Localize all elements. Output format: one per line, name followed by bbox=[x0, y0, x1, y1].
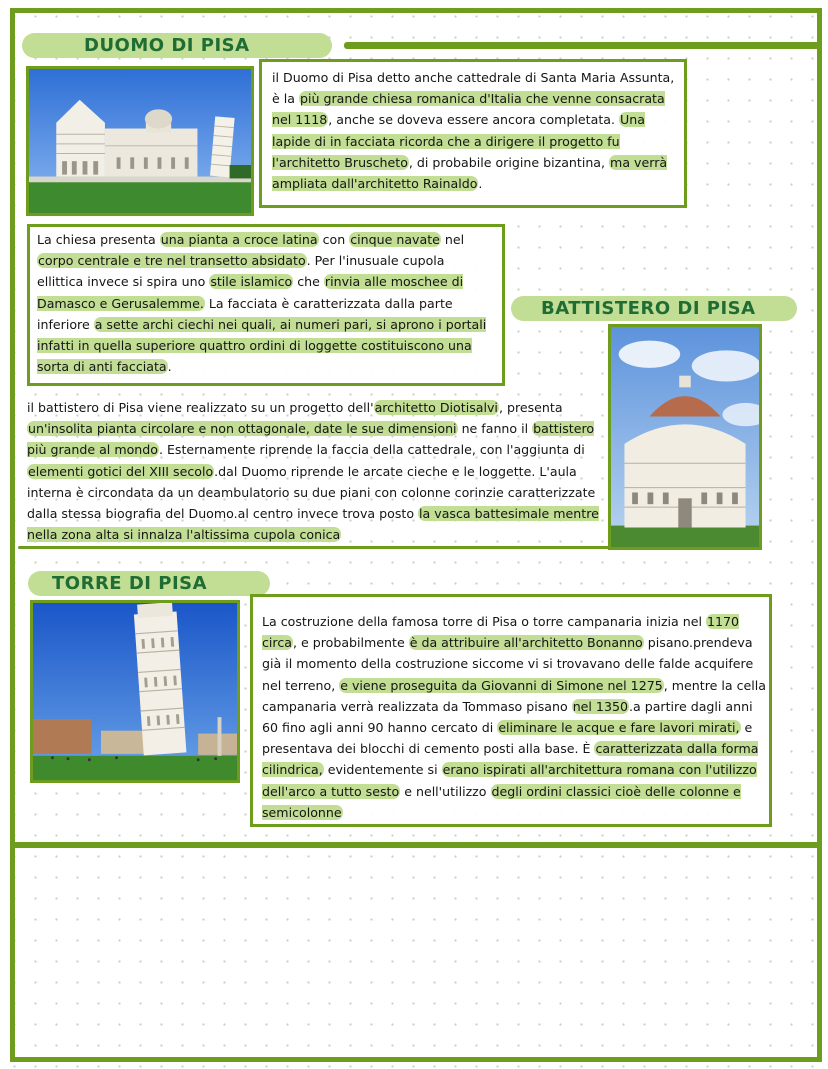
highlighted-phrase: architetto Diotisalvi bbox=[374, 400, 498, 415]
text-run: il battistero di Pisa viene realizzato su un progetto dell' bbox=[27, 400, 374, 415]
highlighted-phrase: nel 1350 bbox=[572, 698, 628, 714]
text-run: evidentemente si bbox=[323, 762, 442, 778]
duomo-heading-rule bbox=[344, 42, 820, 49]
text-run: pisano.prendeva già il momento della costruzione siccome vi si trovavano delle falde acquifere nel terreno, bbox=[262, 635, 754, 693]
text-run: . bbox=[167, 359, 172, 375]
text-run: , e probabilmente bbox=[292, 635, 409, 651]
text-run: , di probabile origine bizantina, bbox=[408, 154, 610, 170]
duomo-plan-text bbox=[37, 229, 493, 377]
highlighted-phrase: caratterizzata dalla forma cilindrica, bbox=[262, 741, 759, 778]
highlighted-phrase: cinque navate bbox=[350, 232, 440, 247]
duomo-heading: DUOMO DI PISA bbox=[22, 33, 332, 58]
torre-heading: TORRE DI PISA bbox=[28, 571, 270, 596]
highlighted-phrase: 1170 circa bbox=[262, 614, 740, 651]
text-run: .a partire dagli anni 60 fino agli anni 90 hanno cercato di bbox=[262, 698, 753, 736]
text-run: , mentre la cella campanaria verrà realizzata da Tommaso pisano bbox=[262, 677, 766, 714]
highlighted-phrase: degli ordini classici cioè delle colonne e semicolonne bbox=[262, 783, 741, 820]
highlighted-phrase: la vasca battesimale mentre nella zona alta si innalza l'altissima cupola conica bbox=[27, 506, 599, 543]
torre-text bbox=[262, 611, 770, 823]
battistero-heading: BATTISTERO DI PISA bbox=[511, 296, 797, 321]
highlighted-phrase: Una lapide di in facciata ricorda che a dirigere il progetto fu l'architetto Bruscheto bbox=[272, 112, 645, 170]
text-run: e nell'utilizzo bbox=[400, 783, 491, 799]
highlighted-phrase: una pianta a croce latina bbox=[160, 232, 318, 247]
duomo-photo bbox=[26, 66, 254, 216]
text-run: . Per l'inusuale cupola ellittica invece si spira uno bbox=[37, 253, 445, 290]
highlighted-phrase: un'insolita pianta circolare e non ottagonale, date le sue dimensioni bbox=[28, 421, 457, 437]
duomo-intro-text bbox=[272, 67, 682, 194]
highlighted-phrase: e viene proseguita da Giovanni di Simone nel 1275 bbox=[340, 677, 663, 693]
highlighted-phrase: elementi gotici del XIII secolo bbox=[28, 463, 214, 479]
battistero-illustration bbox=[611, 327, 759, 547]
highlighted-phrase: corpo centrale e tre nel transetto absidato bbox=[38, 253, 306, 269]
highlighted-phrase: erano ispirati all'architettura romana con l'utilizzo dell'arco a tutto sesto bbox=[262, 762, 757, 799]
torre-illustration bbox=[33, 603, 237, 780]
text-run: nel bbox=[440, 232, 465, 247]
battistero-photo bbox=[608, 324, 762, 550]
text-run: .dal Duomo riprende le arcate cieche e le loggette. L'aula interna è circondata da un deambulatorio su due piani con colonne corinzie caratterizzate dalla stessa biografia del Duomo.al centro invece trova posto bbox=[27, 463, 596, 522]
text-run: , anche se doveva essere ancora completata. bbox=[328, 112, 619, 128]
highlighted-phrase: più grande chiesa romanica d'Italia che venne consacrata nel 1118 bbox=[272, 91, 665, 128]
bottom-section-frame bbox=[10, 842, 822, 1062]
highlighted-phrase: battistero più grande al mondo bbox=[27, 421, 595, 458]
torre-photo bbox=[30, 600, 240, 783]
battistero-underline bbox=[18, 546, 610, 549]
battistero-text bbox=[27, 397, 602, 545]
text-run: che bbox=[293, 274, 324, 290]
text-run: La facciata è caratterizzata dalla parte inferiore bbox=[37, 295, 453, 332]
highlighted-phrase: eliminare le acque e fare lavori mirati, bbox=[498, 720, 740, 736]
duomo-illustration bbox=[29, 69, 251, 213]
text-run: . bbox=[478, 176, 483, 192]
text-run: con bbox=[318, 232, 350, 247]
highlighted-phrase: è da attribuire all'architetto Bonanno bbox=[409, 635, 643, 651]
text-run: e presentava dei blocchi di cemento posti alla base. È bbox=[262, 720, 753, 757]
text-run: La chiesa presenta bbox=[37, 232, 160, 247]
text-run: ne fanno il bbox=[457, 421, 533, 437]
highlighted-phrase: ma verrà ampliata dall'architetto Rainaldo bbox=[272, 154, 668, 192]
highlighted-phrase: stile islamico bbox=[210, 274, 293, 290]
text-run: La costruzione della famosa torre di Pisa o torre campanaria inizia nel bbox=[262, 614, 707, 629]
text-run: , presenta bbox=[498, 400, 563, 415]
text-run: . Esternamente riprende la faccia della cattedrale, con l'aggiunta di bbox=[158, 442, 585, 458]
highlighted-phrase: rinvia alle moschee di Damasco e Gerusalemme. bbox=[37, 274, 464, 311]
highlighted-phrase: a sette archi ciechi nei quali, ai numeri pari, si aprono i portali infatti in quella superiore quattro ordini di loggette costituiscono una sorta di anti facciata bbox=[37, 316, 487, 375]
text-run: il Duomo di Pisa detto anche cattedrale di Santa Maria Assunta, è la bbox=[272, 70, 675, 107]
